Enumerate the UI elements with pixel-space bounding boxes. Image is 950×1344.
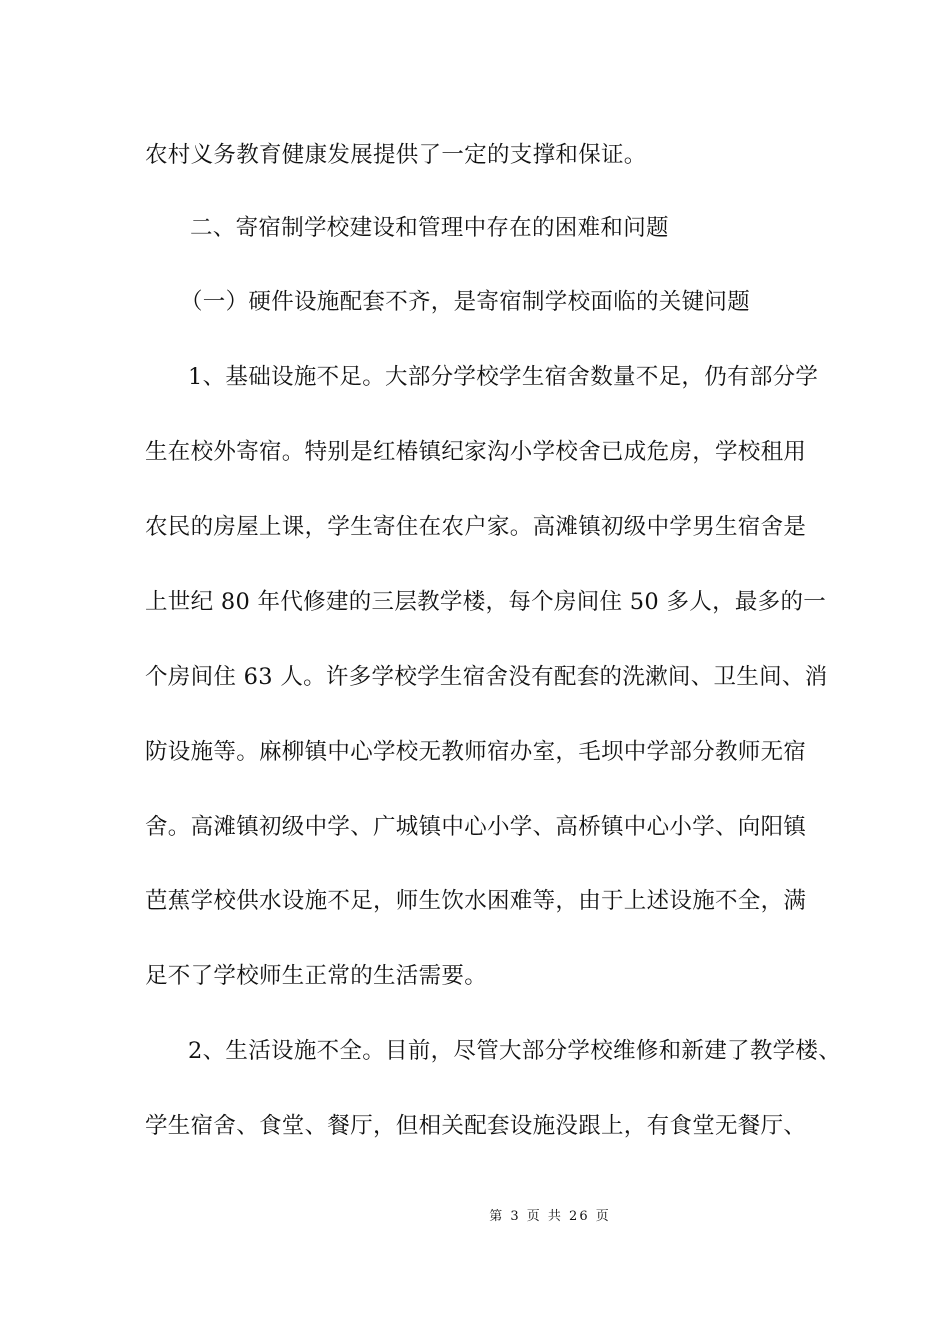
paragraph-line: 农村义务教育健康发展提供了一定的支撑和保证。 xyxy=(145,142,647,168)
paragraph-line: 芭蕉学校供水设施不足，师生饮水困难等，由于上述设施不全，满 xyxy=(145,888,807,914)
paragraph-line: 个房间住 63 人。许多学校学生宿舍没有配套的洗漱间、卫生间、消 xyxy=(145,664,828,690)
section-heading: 二、寄宿制学校建设和管理中存在的困难和问题 xyxy=(190,215,669,241)
paragraph-line: 足不了学校师生正常的生活需要。 xyxy=(145,963,488,989)
paragraph-line: 2、生活设施不全。目前，尽管大部分学校维修和新建了教学楼、 xyxy=(188,1038,842,1064)
paragraph-line: 农民的房屋上课，学生寄住在农户家。高滩镇初级中学男生宿舍是 xyxy=(145,514,807,540)
paragraph-line: 舍。高滩镇初级中学、广城镇中心小学、高桥镇中心小学、向阳镇 xyxy=(145,814,807,840)
paragraph-line: 1、基础设施不足。大部分学校学生宿舍数量不足，仍有部分学 xyxy=(188,364,819,390)
paragraph-line: 防设施等。麻柳镇中心学校无教师宿办室，毛坝中学部分教师无宿 xyxy=(145,739,807,765)
paragraph-line: 学生宿舍、食堂、餐厅，但相关配套设施没跟上，有食堂无餐厅、 xyxy=(145,1113,807,1139)
paragraph-line: 生在校外寄宿。特别是红椿镇纪家沟小学校舍已成危房，学校租用 xyxy=(145,439,807,465)
page-number-footer: 第 3 页 共 26 页 xyxy=(489,1209,611,1224)
subsection-heading: （一）硬件设施配套不齐，是寄宿制学校面临的关键问题 xyxy=(180,289,751,315)
paragraph-line: 上世纪 80 年代修建的三层教学楼，每个房间住 50 多人，最多的一 xyxy=(145,589,827,615)
